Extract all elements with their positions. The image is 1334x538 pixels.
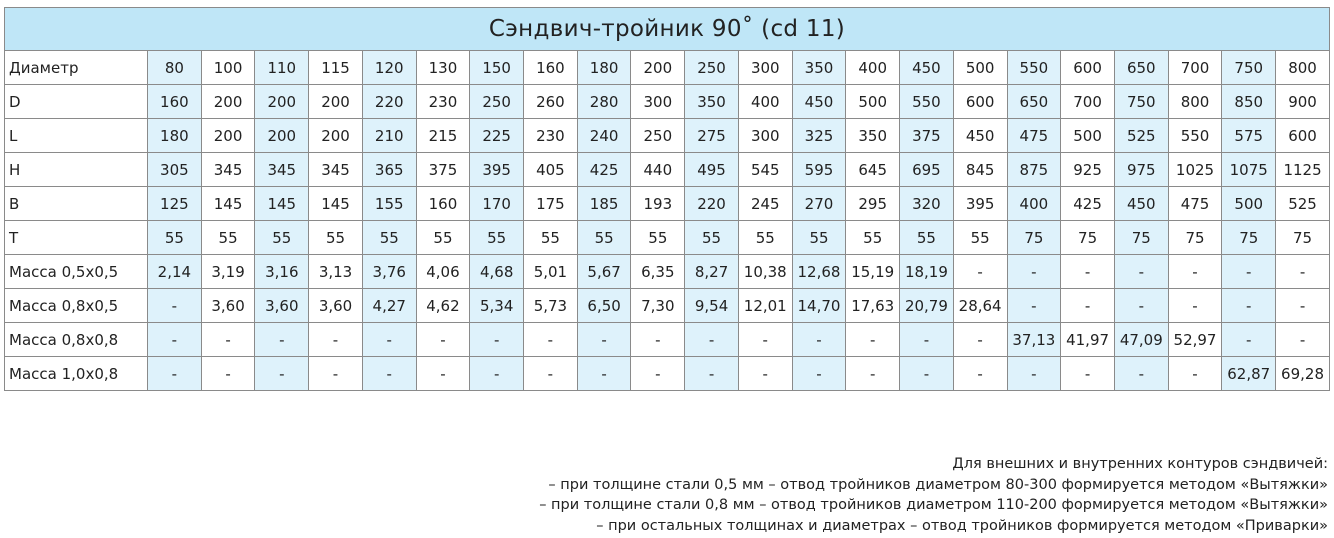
table-cell: 55 xyxy=(685,221,739,255)
table-cell: 75 xyxy=(1276,221,1330,255)
table-cell: 55 xyxy=(201,221,255,255)
table-cell: 75 xyxy=(1168,221,1222,255)
table-cell: 875 xyxy=(1007,153,1061,187)
table-cell: - xyxy=(1061,357,1115,391)
table-cell: 55 xyxy=(309,221,363,255)
table-cell: 250 xyxy=(470,85,524,119)
table-cell: 3,13 xyxy=(309,255,363,289)
table-cell: 350 xyxy=(846,119,900,153)
table-cell: 850 xyxy=(1222,85,1276,119)
table-cell: - xyxy=(953,255,1007,289)
table-cell: - xyxy=(1007,255,1061,289)
table-cell: - xyxy=(900,357,954,391)
table-cell: - xyxy=(1168,289,1222,323)
table-cell: 800 xyxy=(1276,51,1330,85)
table-cell: 750 xyxy=(1114,85,1168,119)
table-cell: - xyxy=(900,323,954,357)
table-cell: - xyxy=(1222,323,1276,357)
table-cell: 440 xyxy=(631,153,685,187)
table-cell: 200 xyxy=(201,119,255,153)
table-cell: 17,63 xyxy=(846,289,900,323)
table-cell: 115 xyxy=(309,51,363,85)
table-cell: 180 xyxy=(577,51,631,85)
table-cell: 230 xyxy=(416,85,470,119)
table-cell: 20,79 xyxy=(900,289,954,323)
table-cell: 270 xyxy=(792,187,846,221)
table-cell: 3,16 xyxy=(255,255,309,289)
table-cell: 193 xyxy=(631,187,685,221)
table-cell: 160 xyxy=(148,85,202,119)
note-line: – при остальных толщинах и диаметрах – отвод тройников формируется методом «Приварки» xyxy=(596,517,1328,534)
table-cell: 975 xyxy=(1114,153,1168,187)
table-cell: 12,01 xyxy=(738,289,792,323)
table-cell: 175 xyxy=(524,187,578,221)
table-cell: 62,87 xyxy=(1222,357,1276,391)
table-cell: 500 xyxy=(846,85,900,119)
table-cell: - xyxy=(738,357,792,391)
table-cell: 250 xyxy=(631,119,685,153)
table-cell: - xyxy=(685,357,739,391)
row-label: Масса 0,8х0,5 xyxy=(5,289,148,323)
table-cell: 55 xyxy=(362,221,416,255)
table-cell: 55 xyxy=(577,221,631,255)
note-line: Для внешних и внутренних контуров сэндвичей: xyxy=(952,456,1328,472)
table-cell: 400 xyxy=(738,85,792,119)
table-cell: 180 xyxy=(148,119,202,153)
table-cell: 300 xyxy=(631,85,685,119)
table-cell: 1075 xyxy=(1222,153,1276,187)
table-cell: 14,70 xyxy=(792,289,846,323)
table-cell: 200 xyxy=(309,85,363,119)
table-cell: 80 xyxy=(148,51,202,85)
table-cell: 345 xyxy=(255,153,309,187)
table-cell: 550 xyxy=(1007,51,1061,85)
table-cell: - xyxy=(470,323,524,357)
table-cell: 130 xyxy=(416,51,470,85)
table-cell: 120 xyxy=(362,51,416,85)
table-cell: 160 xyxy=(416,187,470,221)
table-cell: 450 xyxy=(900,51,954,85)
table-cell: - xyxy=(953,357,1007,391)
table-cell: 5,34 xyxy=(470,289,524,323)
table-cell: 245 xyxy=(738,187,792,221)
table-cell: 525 xyxy=(1276,187,1330,221)
table-cell: 55 xyxy=(953,221,1007,255)
table-cell: 220 xyxy=(362,85,416,119)
table-cell: 275 xyxy=(685,119,739,153)
table-cell: 750 xyxy=(1222,51,1276,85)
table-cell: 305 xyxy=(148,153,202,187)
note-line: – при толщине стали 0,5 мм – отвод тройников диаметром 80-300 формируется методом «Вытяжки» xyxy=(548,476,1328,493)
table-cell: 475 xyxy=(1168,187,1222,221)
table-cell: 4,62 xyxy=(416,289,470,323)
table-cell: 600 xyxy=(1061,51,1115,85)
table-cell: 55 xyxy=(470,221,524,255)
table-cell: 260 xyxy=(524,85,578,119)
table-cell: 700 xyxy=(1168,51,1222,85)
table-cell: 450 xyxy=(953,119,1007,153)
table-cell: 185 xyxy=(577,187,631,221)
table-cell: 230 xyxy=(524,119,578,153)
table-cell: - xyxy=(1061,289,1115,323)
table-cell: 3,76 xyxy=(362,255,416,289)
table-cell: 55 xyxy=(631,221,685,255)
spec-table xyxy=(4,7,1330,391)
table-cell: 395 xyxy=(470,153,524,187)
table-cell: 37,13 xyxy=(1007,323,1061,357)
table-cell: 800 xyxy=(1168,85,1222,119)
table-cell: - xyxy=(255,357,309,391)
row-label: B xyxy=(5,187,148,221)
table-cell: 650 xyxy=(1007,85,1061,119)
table-cell: - xyxy=(148,289,202,323)
table-cell: 55 xyxy=(900,221,954,255)
table-cell: - xyxy=(255,323,309,357)
table-cell: 700 xyxy=(1061,85,1115,119)
row-label: Масса 0,8х0,8 xyxy=(5,323,148,357)
table-cell: 3,19 xyxy=(201,255,255,289)
row-label: D xyxy=(5,85,148,119)
table-cell: 400 xyxy=(846,51,900,85)
table-cell: - xyxy=(846,357,900,391)
table-cell: 3,60 xyxy=(201,289,255,323)
table-cell: - xyxy=(953,323,1007,357)
table-cell: 110 xyxy=(255,51,309,85)
table-cell: 75 xyxy=(1114,221,1168,255)
row-label: T xyxy=(5,221,148,255)
table-cell: 3,60 xyxy=(309,289,363,323)
table-cell: 5,67 xyxy=(577,255,631,289)
table-cell: - xyxy=(792,357,846,391)
table-cell: 650 xyxy=(1114,51,1168,85)
table-cell: 18,19 xyxy=(900,255,954,289)
row-label: H xyxy=(5,153,148,187)
table-cell: 170 xyxy=(470,187,524,221)
table-cell: 125 xyxy=(148,187,202,221)
table-cell: - xyxy=(524,357,578,391)
table-cell: 375 xyxy=(900,119,954,153)
table-cell: 925 xyxy=(1061,153,1115,187)
table-cell: 350 xyxy=(685,85,739,119)
table-cell: - xyxy=(631,357,685,391)
table-cell: 55 xyxy=(255,221,309,255)
table-cell: 155 xyxy=(362,187,416,221)
table-cell: - xyxy=(470,357,524,391)
table-cell: 145 xyxy=(309,187,363,221)
table-cell: - xyxy=(1222,255,1276,289)
row-label: L xyxy=(5,119,148,153)
table-cell: 75 xyxy=(1007,221,1061,255)
table-cell: 200 xyxy=(631,51,685,85)
table-cell: 375 xyxy=(416,153,470,187)
table-cell: 545 xyxy=(738,153,792,187)
table-cell: 550 xyxy=(1168,119,1222,153)
table-cell: 28,64 xyxy=(953,289,1007,323)
table-cell: - xyxy=(685,323,739,357)
table-cell: - xyxy=(201,357,255,391)
row-label: Диаметр xyxy=(5,51,148,85)
table-cell: 280 xyxy=(577,85,631,119)
table-cell: 400 xyxy=(1007,187,1061,221)
table-cell: - xyxy=(148,357,202,391)
table-row xyxy=(5,221,1330,255)
table-cell: 7,30 xyxy=(631,289,685,323)
table-cell: 425 xyxy=(577,153,631,187)
table-cell: 215 xyxy=(416,119,470,153)
table-cell: 900 xyxy=(1276,85,1330,119)
table-cell: 645 xyxy=(846,153,900,187)
table-row xyxy=(5,153,1330,187)
table-cell: - xyxy=(631,323,685,357)
table-cell: 200 xyxy=(255,119,309,153)
table-cell: 1025 xyxy=(1168,153,1222,187)
table-cell: 75 xyxy=(1061,221,1115,255)
table-cell: 15,19 xyxy=(846,255,900,289)
table-row xyxy=(5,187,1330,221)
table-cell: 500 xyxy=(953,51,1007,85)
table-cell: - xyxy=(148,323,202,357)
table-cell: 4,27 xyxy=(362,289,416,323)
table-cell: 145 xyxy=(255,187,309,221)
title-row xyxy=(5,8,1330,51)
table-cell: 69,28 xyxy=(1276,357,1330,391)
table-cell: - xyxy=(1007,357,1061,391)
table-cell: - xyxy=(846,323,900,357)
table-cell: 4,68 xyxy=(470,255,524,289)
table-body xyxy=(5,51,1330,391)
table-cell: 8,27 xyxy=(685,255,739,289)
table-cell: 220 xyxy=(685,187,739,221)
table-cell: 150 xyxy=(470,51,524,85)
table-cell: 55 xyxy=(416,221,470,255)
table-cell: - xyxy=(1061,255,1115,289)
table-title: Сэндвич-тройник 90˚ (cd 11) xyxy=(5,8,1330,51)
table-row xyxy=(5,357,1330,391)
table-cell: 575 xyxy=(1222,119,1276,153)
table-cell: 200 xyxy=(201,85,255,119)
table-cell: 6,50 xyxy=(577,289,631,323)
table-cell: - xyxy=(1276,255,1330,289)
table-cell: 145 xyxy=(201,187,255,221)
table-cell: - xyxy=(1114,255,1168,289)
table-cell: 550 xyxy=(900,85,954,119)
table-cell: 55 xyxy=(846,221,900,255)
table-cell: 600 xyxy=(953,85,1007,119)
table-cell: 365 xyxy=(362,153,416,187)
table-cell: - xyxy=(309,323,363,357)
table-cell: 345 xyxy=(309,153,363,187)
table-cell: 1125 xyxy=(1276,153,1330,187)
table-cell: 200 xyxy=(255,85,309,119)
table-cell: 500 xyxy=(1061,119,1115,153)
table-cell: 75 xyxy=(1222,221,1276,255)
table-cell: 55 xyxy=(792,221,846,255)
table-row xyxy=(5,289,1330,323)
spec-table-container xyxy=(4,7,1329,391)
table-cell: 55 xyxy=(148,221,202,255)
table-cell: - xyxy=(738,323,792,357)
table-cell: 210 xyxy=(362,119,416,153)
table-cell: - xyxy=(792,323,846,357)
row-label: Масса 0,5х0,5 xyxy=(5,255,148,289)
table-cell: 525 xyxy=(1114,119,1168,153)
table-row xyxy=(5,51,1330,85)
table-cell: - xyxy=(416,323,470,357)
table-cell: 495 xyxy=(685,153,739,187)
table-cell: - xyxy=(1114,289,1168,323)
table-cell: 6,35 xyxy=(631,255,685,289)
table-cell: 9,54 xyxy=(685,289,739,323)
table-cell: - xyxy=(524,323,578,357)
table-cell: 200 xyxy=(309,119,363,153)
table-cell: 47,09 xyxy=(1114,323,1168,357)
table-cell: 250 xyxy=(685,51,739,85)
table-cell: - xyxy=(1114,357,1168,391)
table-cell: - xyxy=(1168,255,1222,289)
table-cell: 41,97 xyxy=(1061,323,1115,357)
table-cell: - xyxy=(416,357,470,391)
table-cell: 695 xyxy=(900,153,954,187)
table-cell: - xyxy=(577,323,631,357)
table-cell: 52,97 xyxy=(1168,323,1222,357)
table-cell: 5,01 xyxy=(524,255,578,289)
table-cell: - xyxy=(1007,289,1061,323)
table-row xyxy=(5,85,1330,119)
table-cell: - xyxy=(309,357,363,391)
table-cell: - xyxy=(1222,289,1276,323)
table-cell: 600 xyxy=(1276,119,1330,153)
table-cell: 500 xyxy=(1222,187,1276,221)
table-cell: 320 xyxy=(900,187,954,221)
table-cell: 225 xyxy=(470,119,524,153)
table-cell: 450 xyxy=(792,85,846,119)
table-cell: - xyxy=(362,323,416,357)
row-label: Масса 1,0х0,8 xyxy=(5,357,148,391)
table-cell: 3,60 xyxy=(255,289,309,323)
table-cell: 345 xyxy=(201,153,255,187)
note-line: – при толщине стали 0,8 мм – отвод тройников диаметром 110-200 формируется методом «Вытяжки» xyxy=(539,497,1328,513)
table-row xyxy=(5,255,1330,289)
table-cell: 350 xyxy=(792,51,846,85)
table-cell: 405 xyxy=(524,153,578,187)
table-cell: 5,73 xyxy=(524,289,578,323)
table-cell: 12,68 xyxy=(792,255,846,289)
table-cell: 4,06 xyxy=(416,255,470,289)
table-cell: 395 xyxy=(953,187,1007,221)
table-cell: 425 xyxy=(1061,187,1115,221)
table-cell: 475 xyxy=(1007,119,1061,153)
table-cell: 300 xyxy=(738,51,792,85)
table-cell: - xyxy=(577,357,631,391)
table-cell: 300 xyxy=(738,119,792,153)
table-cell: - xyxy=(201,323,255,357)
table-cell: 325 xyxy=(792,119,846,153)
table-cell: 2,14 xyxy=(148,255,202,289)
table-cell: - xyxy=(1168,357,1222,391)
table-cell: 845 xyxy=(953,153,1007,187)
table-cell: 10,38 xyxy=(738,255,792,289)
table-cell: 55 xyxy=(738,221,792,255)
table-cell: 160 xyxy=(524,51,578,85)
table-cell: 55 xyxy=(524,221,578,255)
table-cell: - xyxy=(362,357,416,391)
table-cell: - xyxy=(1276,289,1330,323)
table-cell: 100 xyxy=(201,51,255,85)
table-cell: 240 xyxy=(577,119,631,153)
notes-block xyxy=(539,454,1328,536)
table-cell: 295 xyxy=(846,187,900,221)
table-row xyxy=(5,323,1330,357)
table-row xyxy=(5,119,1330,153)
table-cell: - xyxy=(1276,323,1330,357)
table-cell: 595 xyxy=(792,153,846,187)
table-cell: 450 xyxy=(1114,187,1168,221)
